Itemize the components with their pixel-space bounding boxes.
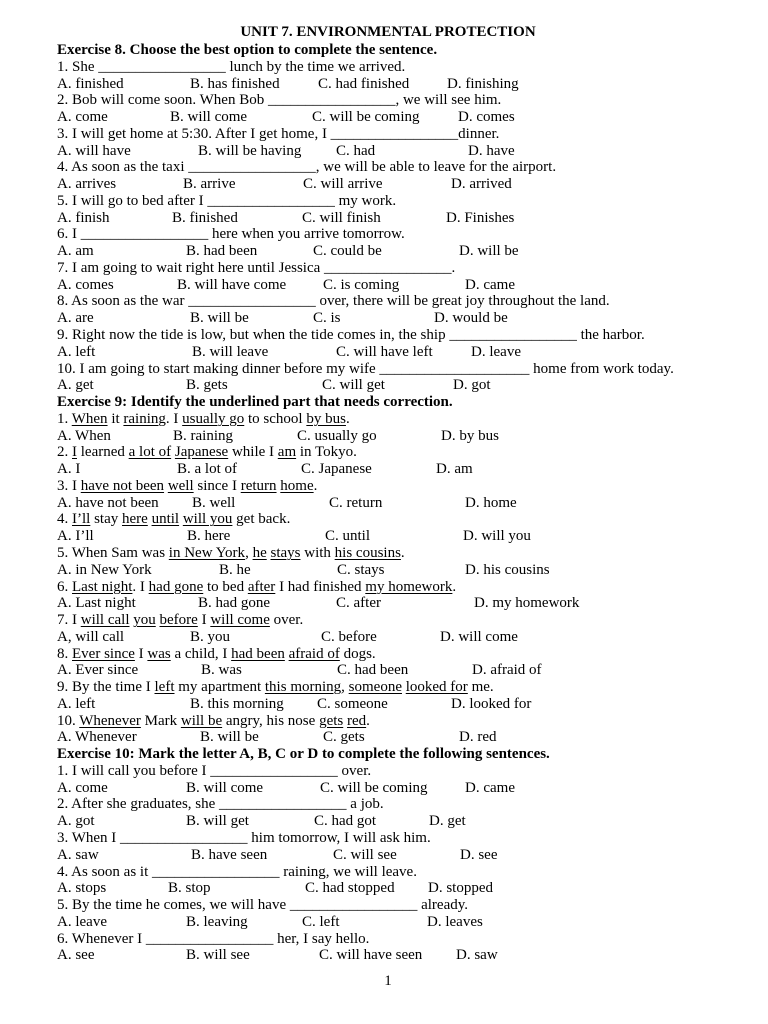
answer-option-b: B. gets [186, 377, 228, 394]
answer-options [57, 662, 747, 679]
stem-text: I [134, 645, 148, 662]
answer-option-d: D. get [429, 813, 466, 830]
stem-text: . [400, 544, 405, 561]
answer-option-c: C. could be [313, 243, 382, 260]
answer-options [57, 176, 747, 193]
answer-option-b: B. stop [168, 880, 211, 897]
stem-text: dogs. [339, 645, 376, 662]
answer-option-c: C. someone [317, 695, 388, 712]
answer-options [57, 562, 747, 579]
stem-text: 3. When I _________________ him tomorrow, I will ask him. [57, 829, 431, 846]
stem-text: get back. [232, 511, 291, 528]
question-stem [57, 411, 747, 428]
answer-option-c: C. will have seen [319, 947, 423, 964]
answer-options [57, 696, 747, 713]
question-stem [57, 897, 747, 914]
underlined-part: usually go [182, 410, 245, 427]
stem-text: 9. Right now the tide is low, but when the tide comes in, the ship _________________ the harbor. [57, 327, 645, 344]
stem-text: . [313, 477, 318, 494]
underlined-part: will be [180, 712, 223, 729]
answer-option-a: A. Last night [57, 595, 136, 612]
answer-options [57, 310, 747, 327]
stem-text: 4. [57, 511, 72, 528]
answer-option-c: C. stays [337, 561, 385, 578]
answer-option-b: B. a lot of [177, 461, 237, 478]
stem-text: 2. [57, 444, 72, 461]
answer-option-a: A. finished [57, 75, 124, 92]
question-stem [57, 830, 747, 847]
answer-option-d: D. came [465, 779, 515, 796]
answer-option-b: B. had been [186, 243, 258, 260]
answer-option-c: C. will see [333, 846, 397, 863]
underlined-part: will you [182, 511, 233, 528]
answer-option-c: C. had got [314, 813, 377, 830]
answer-option-a: A. am [57, 243, 94, 260]
answer-option-b: B. will be having [198, 142, 302, 159]
exercise-list [57, 42, 747, 964]
stem-text: it [107, 410, 124, 427]
answer-option-a: A. When [57, 427, 111, 444]
answer-option-a: A. have not been [57, 494, 159, 511]
exercise-section [57, 746, 747, 964]
underlined-part: home [280, 477, 314, 494]
question-stem [57, 193, 747, 210]
underlined-part: a lot of [128, 444, 172, 461]
answer-option-a: A. come [57, 109, 108, 126]
question-stem [57, 327, 747, 344]
answer-option-d: D. will you [463, 528, 531, 545]
stem-text: 5. By the time he comes, we will have _________________ already. [57, 897, 469, 914]
answer-option-a: A. are [57, 310, 94, 327]
answer-option-d: D. my homework [474, 595, 580, 612]
stem-text: 8. [57, 645, 72, 662]
answer-option-a: A. left [57, 695, 96, 712]
underlined-part: left [154, 679, 175, 696]
question-stem [57, 612, 747, 629]
question-stem [57, 679, 747, 696]
question-stem [57, 713, 747, 730]
answer-option-c: C. will get [322, 377, 385, 394]
answer-option-b: B. has finished [190, 75, 280, 92]
answer-option-d: D. his cousins [465, 561, 550, 578]
answer-option-a: A. get [57, 377, 94, 394]
answer-option-b: B. will come [186, 779, 264, 796]
answer-option-b: B. will come [170, 109, 248, 126]
stem-text: 8. As soon as the war _________________ over, there will be great joy throughout the land. [57, 293, 610, 310]
answer-option-c: C. gets [323, 729, 365, 746]
stem-text: . [366, 712, 370, 729]
underlined-part: someone [348, 679, 402, 696]
stem-text: 6. [57, 578, 72, 595]
stem-text: over. [269, 612, 304, 629]
answer-option-c: C. had [336, 142, 376, 159]
stem-text: angry, his nose [222, 712, 320, 729]
stem-text: , [341, 679, 349, 696]
answer-option-c: C. is [313, 310, 341, 327]
stem-text: 2. Bob will come soon. When Bob _________________, we will see him. [57, 92, 502, 109]
answer-option-d: D. Finishes [446, 209, 515, 226]
answer-option-d: D. got [453, 377, 491, 394]
stem-text: 7. I [57, 612, 81, 629]
answer-option-c: C. after [336, 595, 381, 612]
answer-option-b: B. will see [186, 947, 250, 964]
stem-text: I [197, 612, 211, 629]
answer-options [57, 947, 747, 964]
answer-option-d: D. arrived [451, 176, 512, 193]
question-stem [57, 293, 747, 310]
stem-text: 7. I am going to wait right here until Jessica _________________. [57, 259, 456, 276]
question-stem [57, 579, 747, 596]
answer-option-a: A. Whenever [57, 729, 137, 746]
underlined-part: was [147, 645, 171, 662]
answer-options [57, 847, 747, 864]
underlined-part: gets [319, 712, 344, 729]
answer-option-a: A. Ever since [57, 662, 139, 679]
underlined-part: had gone [148, 578, 204, 595]
answer-option-a: A. finish [57, 209, 110, 226]
stem-text: stay [90, 511, 122, 528]
answer-option-c: C. before [321, 628, 377, 645]
stem-text: 10. [57, 712, 80, 729]
stem-text: while I [228, 444, 278, 461]
answer-option-a: A. I’ll [57, 528, 94, 545]
answer-option-b: B. here [187, 528, 231, 545]
underlined-part: Whenever [79, 712, 141, 729]
answer-options [57, 344, 747, 361]
answer-option-b: B. will be [190, 310, 249, 327]
answer-options [57, 243, 747, 260]
underlined-part: I [72, 444, 77, 461]
answer-option-d: D. finishing [447, 75, 519, 92]
answer-option-d: D. comes [458, 109, 515, 126]
stem-text: a child, I [170, 645, 232, 662]
underlined-part: well [167, 477, 194, 494]
underlined-part: you [133, 612, 156, 629]
answer-option-a: A. got [57, 813, 95, 830]
answer-option-a: A. comes [57, 276, 114, 293]
answer-option-a: A. saw [57, 846, 99, 863]
underlined-part: return [240, 477, 277, 494]
stem-text: 9. By the time I [57, 679, 155, 696]
stem-text: Mark [140, 712, 181, 729]
answer-option-c: C. return [329, 494, 383, 511]
stem-text: . [452, 578, 457, 595]
answer-option-a: A. stops [57, 880, 107, 897]
answer-options [57, 880, 747, 897]
question-stem [57, 511, 747, 528]
stem-text: 4. As soon as the taxi _________________, we will be able to leave for the airport. [57, 159, 557, 176]
answer-option-d: D. by bus [441, 427, 499, 444]
stem-text: 10. I am going to start making dinner before my wife ____________________ home from work today. [57, 360, 674, 377]
underlined-part: before [159, 612, 198, 629]
answer-option-d: D. leave [471, 343, 521, 360]
underlined-part: Ever since [72, 645, 135, 662]
answer-option-c: C. usually go [297, 427, 377, 444]
answer-options [57, 813, 747, 830]
answer-option-c: C. will finish [302, 209, 381, 226]
underlined-part: until [151, 511, 180, 528]
underlined-part: here [122, 511, 148, 528]
underlined-part: looked for [405, 679, 468, 696]
answer-option-b: B. well [192, 494, 236, 511]
unit-title: UNIT 7. ENVIRONMENTAL PROTECTION [240, 24, 536, 40]
stem-text: 1. She _________________ lunch by the time we arrived. [57, 58, 406, 75]
answer-option-c: C. Japanese [301, 461, 372, 478]
answer-option-b: B. will leave [192, 343, 269, 360]
answer-option-b: B. leaving [186, 913, 248, 930]
stem-text: 5. When Sam was [57, 544, 169, 561]
stem-text: 1. [57, 410, 72, 427]
answer-option-c: C. will be coming [320, 779, 428, 796]
answer-option-b: B. will have come [177, 276, 287, 293]
stem-text: , [245, 544, 253, 561]
answer-options [57, 528, 747, 545]
stem-text: 4. As soon as it _________________ raining, we will leave. [57, 863, 417, 880]
stem-text: to bed [203, 578, 248, 595]
answer-option-b: B. have seen [191, 846, 268, 863]
answer-option-a: A, will call [57, 628, 125, 645]
answer-option-c: C. had finished [318, 75, 410, 92]
answer-option-d: D. home [465, 494, 517, 511]
answer-option-a: A. I [57, 461, 81, 478]
answer-option-a: A. come [57, 779, 108, 796]
underlined-part: had been [231, 645, 285, 662]
answer-option-d: D. red [459, 729, 497, 746]
answer-option-d: D. stopped [428, 880, 493, 897]
answer-option-d: D. see [460, 846, 498, 863]
question-stem [57, 59, 747, 76]
question-stem [57, 864, 747, 881]
exercise-section [57, 394, 747, 746]
underlined-part: raining [123, 410, 166, 427]
answer-option-d: D. looked for [451, 695, 532, 712]
answer-option-a: A. see [57, 947, 95, 964]
stem-text: me. [467, 679, 494, 696]
answer-option-d: D. am [436, 461, 473, 478]
underlined-part: he [252, 544, 267, 561]
answer-option-b: B. finished [172, 209, 238, 226]
answer-options [57, 629, 747, 646]
question-stem [57, 260, 747, 277]
answer-option-b: B. he [219, 561, 251, 578]
question-stem [57, 361, 747, 378]
underlined-part: am [277, 444, 297, 461]
underlined-part: Japanese [174, 444, 229, 461]
exercise-heading: Exercise 8. Choose the best option to complete the sentence. [57, 42, 438, 58]
underlined-part: Last night [72, 578, 133, 595]
underlined-part: by bus [306, 410, 346, 427]
stem-text: . I [165, 410, 183, 427]
answer-option-d: D. came [465, 276, 515, 293]
underlined-part: When [71, 410, 108, 427]
underlined-part: will call [80, 612, 130, 629]
underlined-part: will come [210, 612, 270, 629]
underlined-part: red [346, 712, 367, 729]
question-stem [57, 931, 747, 948]
stem-text: . I [132, 578, 149, 595]
answer-options [57, 210, 747, 227]
answer-option-c: C. is coming [323, 276, 400, 293]
answer-option-a: A. leave [57, 913, 107, 930]
answer-options [57, 428, 747, 445]
stem-text: 5. I will go to bed after I _________________ my work. [57, 192, 397, 209]
question-stem [57, 796, 747, 813]
answer-option-c: C. will be coming [312, 109, 420, 126]
answer-option-b: B. raining [173, 427, 233, 444]
answer-options [57, 914, 747, 931]
stem-text: 3. I [57, 477, 81, 494]
answer-option-b: B. you [190, 628, 231, 645]
exercise-heading: Exercise 9: Identify the underlined part that needs correction. [57, 394, 453, 411]
answer-option-b: B. will be [200, 729, 259, 746]
answer-option-c: C. had stopped [305, 880, 395, 897]
answer-options [57, 143, 747, 160]
answer-options [57, 377, 747, 394]
answer-option-b: B. was [201, 662, 242, 679]
stem-text: 3. I will get home at 5:30. After I get home, I _________________dinner. [57, 125, 500, 142]
answer-option-a: A. in New York [57, 561, 152, 578]
stem-text: 1. I will call you before I _________________ over. [57, 762, 372, 779]
question-stem [57, 478, 747, 495]
stem-text: 6. I _________________ here when you arrive tomorrow. [57, 226, 405, 243]
underlined-part: after [247, 578, 276, 595]
stem-text: with [300, 544, 335, 561]
question-stem [57, 545, 747, 562]
stem-text: learned [77, 444, 129, 461]
underlined-part: I’ll [72, 511, 91, 528]
answer-options [57, 495, 747, 512]
answer-option-a: A. arrives [57, 176, 117, 193]
question-stem [57, 763, 747, 780]
stem-text: in Tokyo. [296, 444, 357, 461]
answer-options [57, 780, 747, 797]
answer-options [57, 277, 747, 294]
underlined-part: his cousins [334, 544, 401, 561]
underlined-part: my homework [365, 578, 453, 595]
answer-option-d: D. would be [434, 310, 508, 327]
answer-option-d: D. have [468, 142, 515, 159]
question-stem [57, 159, 747, 176]
exercise-section [57, 42, 747, 394]
stem-text: . [345, 410, 350, 427]
answer-option-d: D. leaves [427, 913, 483, 930]
answer-option-d: D. saw [456, 947, 498, 964]
answer-options [57, 109, 747, 126]
underlined-part: have not been [80, 477, 165, 494]
question-stem [57, 444, 747, 461]
stem-text: to school [244, 410, 307, 427]
answer-option-c: C. left [302, 913, 340, 930]
answer-option-a: A. left [57, 343, 96, 360]
answer-option-b: B. had gone [198, 595, 271, 612]
answer-option-a: A. will have [57, 142, 131, 159]
answer-option-c: C. will have left [336, 343, 433, 360]
question-stem [57, 126, 747, 143]
underlined-part: stays [270, 544, 301, 561]
stem-text: 6. Whenever I _________________ her, I say hello. [57, 930, 370, 947]
answer-options [57, 729, 747, 746]
answer-option-b: B. this morning [190, 695, 284, 712]
answer-options [57, 595, 747, 612]
answer-option-b: B. will get [186, 813, 249, 830]
answer-option-b: B. arrive [183, 176, 236, 193]
question-stem [57, 92, 747, 109]
answer-options [57, 461, 747, 478]
answer-option-c: C. until [325, 528, 371, 545]
answer-option-d: D. will be [459, 243, 519, 260]
answer-option-c: C. will arrive [303, 176, 383, 193]
question-stem [57, 646, 747, 663]
underlined-part: afraid of [288, 645, 340, 662]
stem-text: I had finished [275, 578, 366, 595]
page-number: 1 [384, 973, 392, 989]
stem-text: 2. After she graduates, she _________________ a job. [57, 796, 384, 813]
stem-text: since I [193, 477, 241, 494]
answer-option-d: D. afraid of [472, 662, 542, 679]
answer-option-c: C. had been [337, 662, 409, 679]
exercise-heading: Exercise 10: Mark the letter A, B, C or D to complete the following sentences. [57, 746, 550, 763]
stem-text: my apartment [174, 679, 265, 696]
answer-options [57, 76, 747, 93]
underlined-part: this morning [264, 679, 342, 696]
question-stem [57, 226, 747, 243]
answer-option-d: D. will come [440, 628, 518, 645]
underlined-part: in New York [168, 544, 246, 561]
